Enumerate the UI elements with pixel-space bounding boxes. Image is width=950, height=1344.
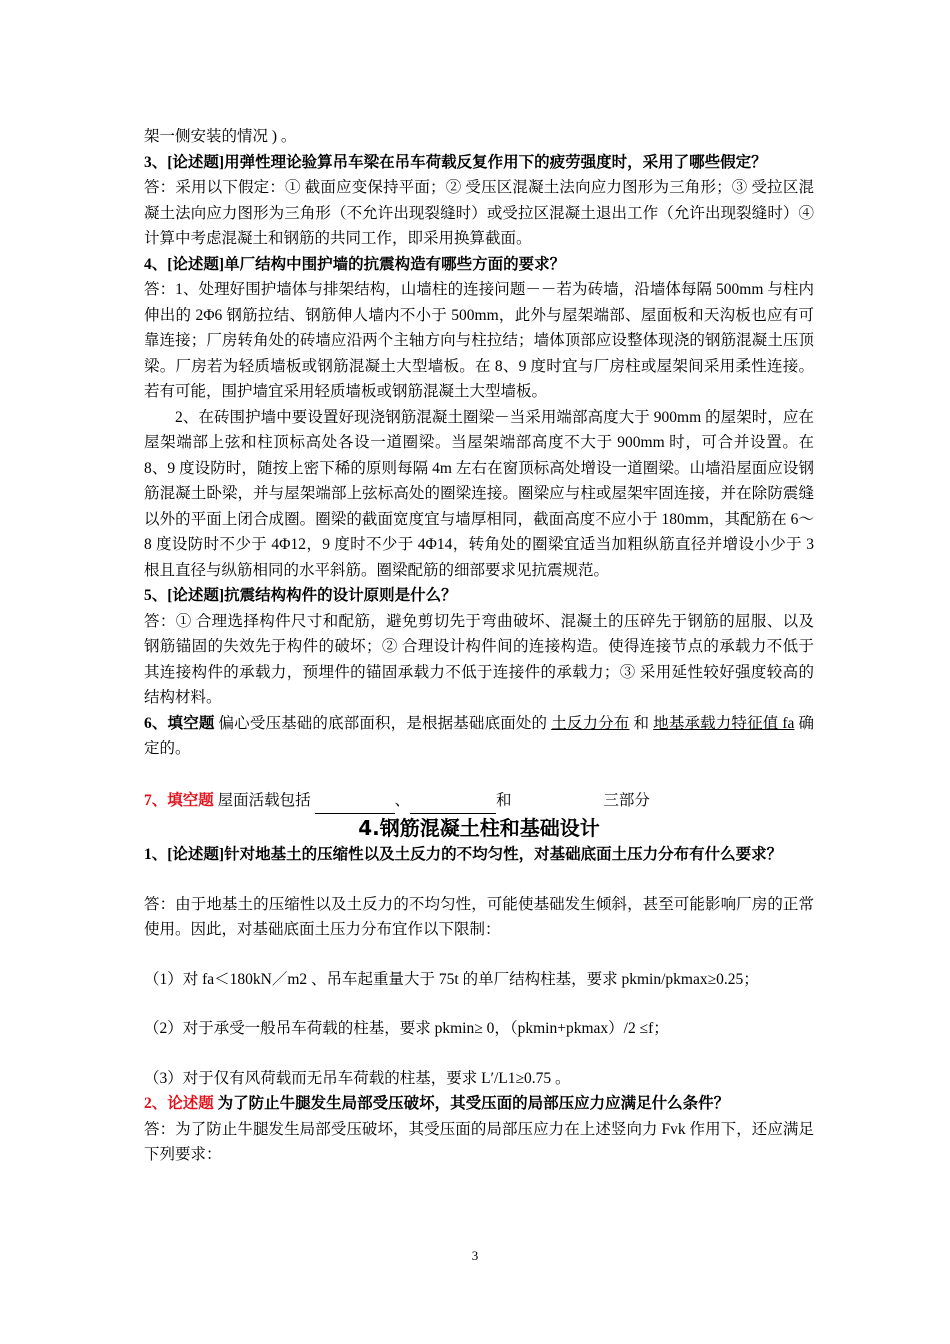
requirement-item-2: （2）对于承受一般吊车荷载的柱基，要求 pkmin≥ 0，（pkmin+pkmax）/2 ≤f；: [144, 1020, 669, 1037]
spacer: [144, 868, 814, 892]
requirement-item-1: （1）对 fa＜180kN／m2 、吊车起重量大于 75t 的单厂结构柱基，要求 pkmin/pkmax≥0.25；: [144, 970, 759, 988]
question-5-title: 5、[论述题]抗震结构构件的设计原则是什么？: [144, 587, 457, 604]
question-4-answer-part2: 2、在砖围护墙中要设置好现浇钢筋混凝土圈梁－当采用端部高度大于 900mm 的屋架时，应在屋架端部上弦和柱顶标高处各设一道圈梁。当屋架端部高度不大于 900mm 时，可合并设置。在 8、9 度设防时，随按上密下稀的原则每隔 4m 左右在窗顶标高处增设一道圈梁。山墙沿屋面应设钢筋混凝土卧梁，并与屋架端部上弦标高处的圈梁连接。圈梁应与柱或屋架牢固连接，并在除防震缝以外的平面上闭合成圈。圈梁的截面宽度宜与墙厚相同，截面高度不应小于 180mm，其配筋在 6～8 度设防时不少于 4Φ12，9 度时不少于 4Φ14，转角处的圈梁宜适当加粗纵筋直径并增设小少于 3 根且直径与纵筋相同的水平斜筋。圈梁配筋的细部要求见抗震规范。: [144, 408, 814, 579]
spacer: [144, 762, 814, 788]
question-6-answer-blank-2: 地基承载力特征值 fa: [653, 714, 795, 732]
question-7-blank-3: [515, 788, 599, 814]
question-6-text-b: 和: [633, 714, 650, 732]
section-4-question-2-label: 2、论述题: [144, 1095, 214, 1112]
spacer: [144, 943, 814, 967]
question-6-answer-blank-1: 土反力分布: [551, 714, 630, 732]
question-6-text-a: 偏心受压基础的底部面积，是根据基础底面处的: [218, 714, 548, 732]
question-3-answer: 答：采用以下假定：① 截面应变保持平面；② 受压区混凝土法向应力图形为三角形；③ 受拉区混凝土法向应力图形为三角形（不允许出现裂缝时）或受拉区混凝土退出工作（允许出现裂缝时）④ 计算中考虑混凝土和钢筋的共同工作，即采用换算截面。: [144, 179, 814, 247]
question-6-label: 6、填空题: [144, 714, 215, 732]
question-6-fill-blank: [144, 711, 814, 762]
section-4-question-2-title: [144, 1091, 814, 1117]
question-7-text-c: 三部分: [603, 791, 650, 809]
requirement-item-3: （3）对于仅有风荷载而无吊车荷载的柱基，要求 L′/L1≥0.75 。: [144, 1069, 571, 1087]
section-4-question-2-text: 为了防止牛腿发生局部受压破坏，其受压面的局部压应力应满足什么条件？: [217, 1095, 730, 1112]
question-7-blank-1: [315, 788, 395, 815]
spacer: [144, 1042, 814, 1066]
continuation-text: 架一侧安装的情况 ) 。: [144, 128, 297, 145]
question-7-text-a: 屋面活载包括: [217, 791, 311, 809]
question-5-answer: 答：① 合理选择构件尺寸和配筋，避免剪切先于弯曲破坏、混凝土的压碎先于钢筋的屈服、以及钢筋锚固的失效先于构件的破坏；② 合理设计构件间的连接构造。使得连接节点的承载力不低于其连接构件的承载力，预埋件的锚固承载力不低于连接件的承载力；③ 采用延性较好强度较高的结构材料。: [144, 612, 814, 706]
question-7-label: 7、填空题: [144, 791, 214, 809]
question-7-fill-blank: [144, 788, 814, 815]
question-7-separator: 、: [394, 791, 411, 809]
section-4-question-1-title: 1、[论述题]针对地基土的压缩性以及土反力的不均匀性，对基础底面土压力分布有什么要求？: [144, 846, 783, 863]
document-page: [144, 124, 814, 1168]
question-4-title: 4、[论述题]单厂结构中围护墙的抗震构造有哪些方面的要求？: [144, 255, 566, 273]
question-4-answer-part1: 答：1、处理好围护墙体与排架结构，山墙柱的连接问题－－若为砖墙，沿墙体每隔 500mm 与柱内伸出的 2Φ6 钢筋拉结、钢筋伸人墙内不小于 500mm，此外与屋架端部、屋面板和天沟板也应有可靠连接；厂房转角处的砖墙应沿两个主轴方向与柱拉结；墙体顶部应设整体现浇的钢筋混凝土压顶梁。厂房若为轻质墙板或钢筋混凝土大型墙板。在 8、9 度时宜与厂房柱或屋架间采用柔性连接。若有可能，围护墙宜采用轻质墙板或钢筋混凝土大型墙板。: [144, 281, 814, 400]
question-6-text-c: 确定的。: [144, 714, 814, 757]
spacer: [144, 992, 814, 1016]
question-7-text-b: 和: [496, 791, 512, 809]
page-number: 3: [471, 1248, 479, 1263]
section-4-question-2-answer: 答：为了防止牛腿发生局部受压破坏，其受压面的局部压应力在上述竖向力 Fvk 作用下，还应满足下列要求：: [144, 1120, 814, 1163]
question-7-blank-2: [410, 788, 496, 815]
section-heading: 4.钢筋混凝土柱和基础设计: [358, 816, 600, 840]
section-4-question-1-answer: 答：由于地基土的压缩性以及土反力的不均匀性，可能使基础发生倾斜，甚至可能影响厂房的正常使用。因此，对基础底面土压力分布宜作以下限制：: [144, 895, 814, 938]
question-3-title: 3、[论述题]用弹性理论验算吊车梁在吊车荷载反复作用下的疲劳强度时，采用了哪些假定？: [144, 153, 767, 171]
